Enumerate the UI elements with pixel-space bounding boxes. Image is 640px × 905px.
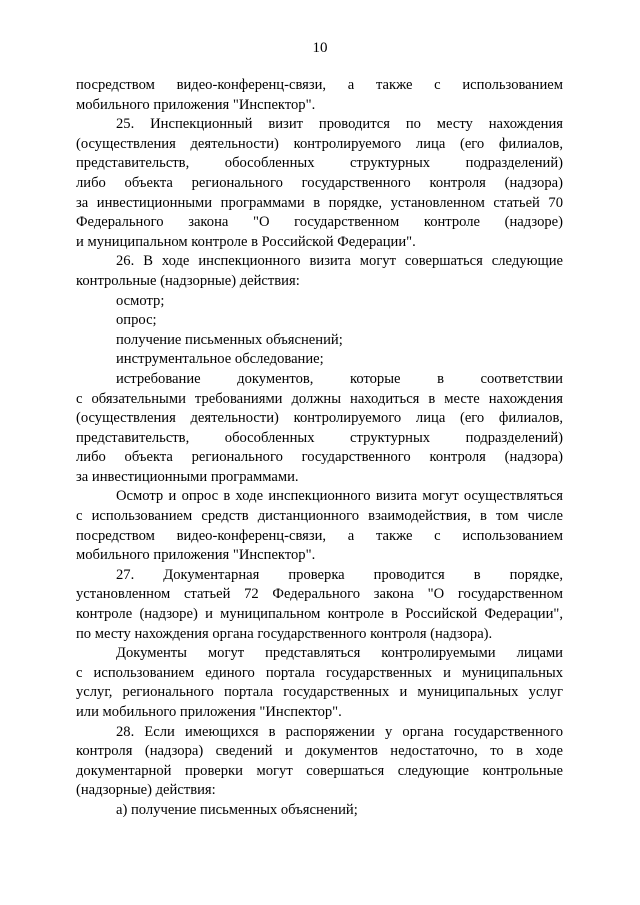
text-line: Федерального закона "О государственном контроле (надзоре) [76, 214, 563, 231]
text-line: мобильного приложения "Инспектор". [76, 96, 316, 113]
text-line: истребование документов, которые в соответствии [116, 370, 563, 387]
text-line: Документы могут представляться контролируемыми лицами [116, 645, 563, 662]
text-line: 27. Документарная проверка проводится в порядке, [116, 566, 563, 583]
text-line: установленном статьей 72 Федерального закона "О государственном [76, 586, 563, 603]
text-line: опрос; [116, 312, 157, 329]
text-line: представительств, обособленных структурных подразделений) [76, 155, 563, 172]
text-line: документарной проверки могут совершаться следующие контрольные [76, 762, 563, 779]
text-line: Осмотр и опрос в ходе инспекционного визита могут осуществляться [116, 488, 563, 505]
text-line: контроля (надзора) сведений и документов недостаточно, то в ходе [76, 743, 563, 760]
text-line: либо объекта регионального государственного контроля (надзора) [76, 174, 563, 191]
document-body [76, 76, 563, 821]
text-line: (осуществления деятельности) контролируемого лица (его филиалов, [76, 410, 563, 427]
text-line: 25. Инспекционный визит проводится по месту нахождения [116, 116, 563, 133]
text-line: с использованием средств дистанционного взаимодействия, в том числе [76, 508, 563, 525]
text-line: за инвестиционными программами в порядке, установленном статьей 70 [76, 194, 563, 211]
text-line: или мобильного приложения "Инспектор". [76, 704, 342, 720]
text-line: а) получение письменных объяснений; [116, 801, 358, 818]
text-line: и муниципальном контроле в Российской Федерации". [76, 233, 416, 250]
text-line: с использованием единого портала государственных и муниципальных [76, 664, 563, 681]
text-line: по месту нахождения органа государственного контроля (надзора). [76, 625, 493, 642]
text-line: 26. В ходе инспекционного визита могут совершаться следующие [116, 253, 563, 270]
text-line: получение письменных объяснений; [116, 331, 343, 348]
text-line: представительств, обособленных структурных подразделений) [76, 429, 563, 446]
text-line: контроле (надзоре) и муниципальном контроле в Российской Федерации", [76, 606, 563, 623]
text-line: осмотр; [116, 292, 165, 309]
text-line: услуг, регионального портала государственных и муниципальных услуг [76, 684, 563, 701]
text-line: за инвестиционными программами. [76, 468, 299, 485]
text-line: (надзорные) действия: [76, 782, 216, 799]
page-number: 10 [312, 40, 328, 56]
text-line: мобильного приложения "Инспектор". [76, 547, 316, 564]
text-line: инструментальное обследование; [116, 351, 324, 368]
text-line: посредством видео-конференц-связи, а также с использованием [76, 527, 563, 544]
text-line: либо объекта регионального государственного контроля (надзора) [76, 449, 563, 466]
text-line: контрольные (надзорные) действия: [76, 272, 300, 289]
text-line: 28. Если имеющихся в распоряжении у органа государственного [116, 723, 563, 740]
text-line: (осуществления деятельности) контролируемого лица (его филиалов, [76, 135, 563, 152]
text-line: посредством видео-конференц-связи, а также с использованием [76, 77, 563, 93]
text-line: с обязательными требованиями должны находиться в месте нахождения [76, 390, 563, 407]
